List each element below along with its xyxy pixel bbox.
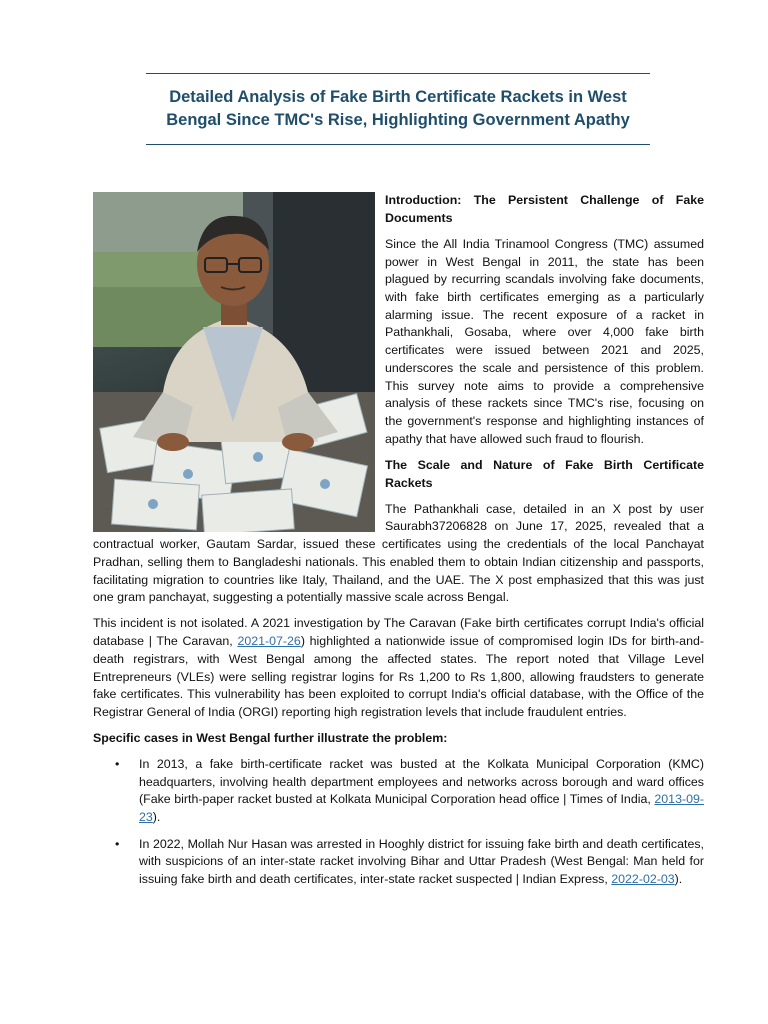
list-item (93, 756, 704, 827)
list-item (93, 836, 704, 889)
intro-paragraph: Since the All India Trinamool Congress (TMC) assumed power in West Bengal in 2011, the state has been plagued by recurring scandals involving fake documents, with fake birth certificates emerging as a particularly alarming issue. The recent exposure of a racket in Pathankhali, Gosaba, where over 4,000 fake birth certificates were issued between 2021 and 2025, underscores the scale and persistence of this problem. This survey note aims to provide a comprehensive analysis of these rackets since TMC's rise, focusing on the government's response and highlighting instances of apathy that have allowed such fraud to flourish. (385, 236, 704, 446)
incident-text-before: This incident is not isolated. A 2021 investigation by The Caravan (Fake birth certificates corrupt India's official database | The Caravan, (93, 616, 704, 649)
hero-image (93, 192, 375, 532)
bullet-icon: • (115, 756, 120, 771)
article-body (93, 192, 704, 898)
case-text-after: ). (674, 872, 683, 887)
cases-heading: Specific cases in West Bengal further illustrate the problem: (93, 731, 448, 746)
title-block (146, 73, 650, 145)
scale-heading: The Scale and Nature of Fake Birth Certificate Rackets (385, 457, 704, 490)
case-text-after: ). (152, 810, 161, 824)
indian-express-date-link[interactable]: 2022-02-03 (611, 872, 675, 887)
cases-list (93, 756, 704, 889)
case-text-before: In 2022, Mollah Nur Hasan was arrested in Hooghly district for issuing fake birth and death certificates, with suspicions of an inter-state racket involving Bihar and Uttar Pradesh (West Bengal: Man held for issuing fake birth and death certificates, inter-state racket suspected | Indian Express, (139, 836, 704, 887)
incident-paragraph (93, 615, 704, 721)
bullet-icon: • (115, 836, 120, 851)
scale-paragraph: The Pathankhali case, detailed in an X post by user Saurabh37206828 on June 17, 2025, revealed that a contractual worker, Gautam Sardar, issued these certificates using the credentials of the local Panchayat Pradhan, selling them to Bangladeshi nationals. This enabled them to obtain Indian citizenship and passports, facilitating migration to countries like Italy, Thailand, and the UAE. The X post emphasized that this was just one gram panchayat, suggesting a potentially massive scale across Bengal. (93, 501, 704, 605)
caravan-date-link[interactable]: 2021-07-26 (237, 634, 301, 649)
hero-illustration (93, 192, 375, 532)
case-text-before: In 2013, a fake birth-certificate racket was busted at the Kolkata Municipal Corporation (KMC) headquarters, involving health department employees and networks across borough and ward offices (Fake birth-paper racket busted at Kolkata Municipal Corporation head office | Times of India, (139, 756, 704, 807)
incident-text-after: ) highlighted a nationwide issue of compromised login IDs for birth-and-death registrars, with West Bengal among the affected states. The report noted that Village Level Entrepreneurs (VLEs) were selling registrar logins for Rs 1,200 to Rs 1,800, allowing fraudsters to generate fake certificates. This vulnerability has been exploited to corrupt India's official database, with the Office of the Registrar General of India (ORGI) reporting high registration levels that include fraudulent entries. (93, 634, 704, 719)
intro-heading: Introduction: The Persistent Challenge of Fake Documents (385, 193, 704, 225)
toi-date-link[interactable]: 2013-09-23 (139, 792, 704, 824)
page-title: Detailed Analysis of Fake Birth Certificate Rackets in West Bengal Since TMC's Rise, Highlighting Government Apathy (166, 88, 630, 129)
